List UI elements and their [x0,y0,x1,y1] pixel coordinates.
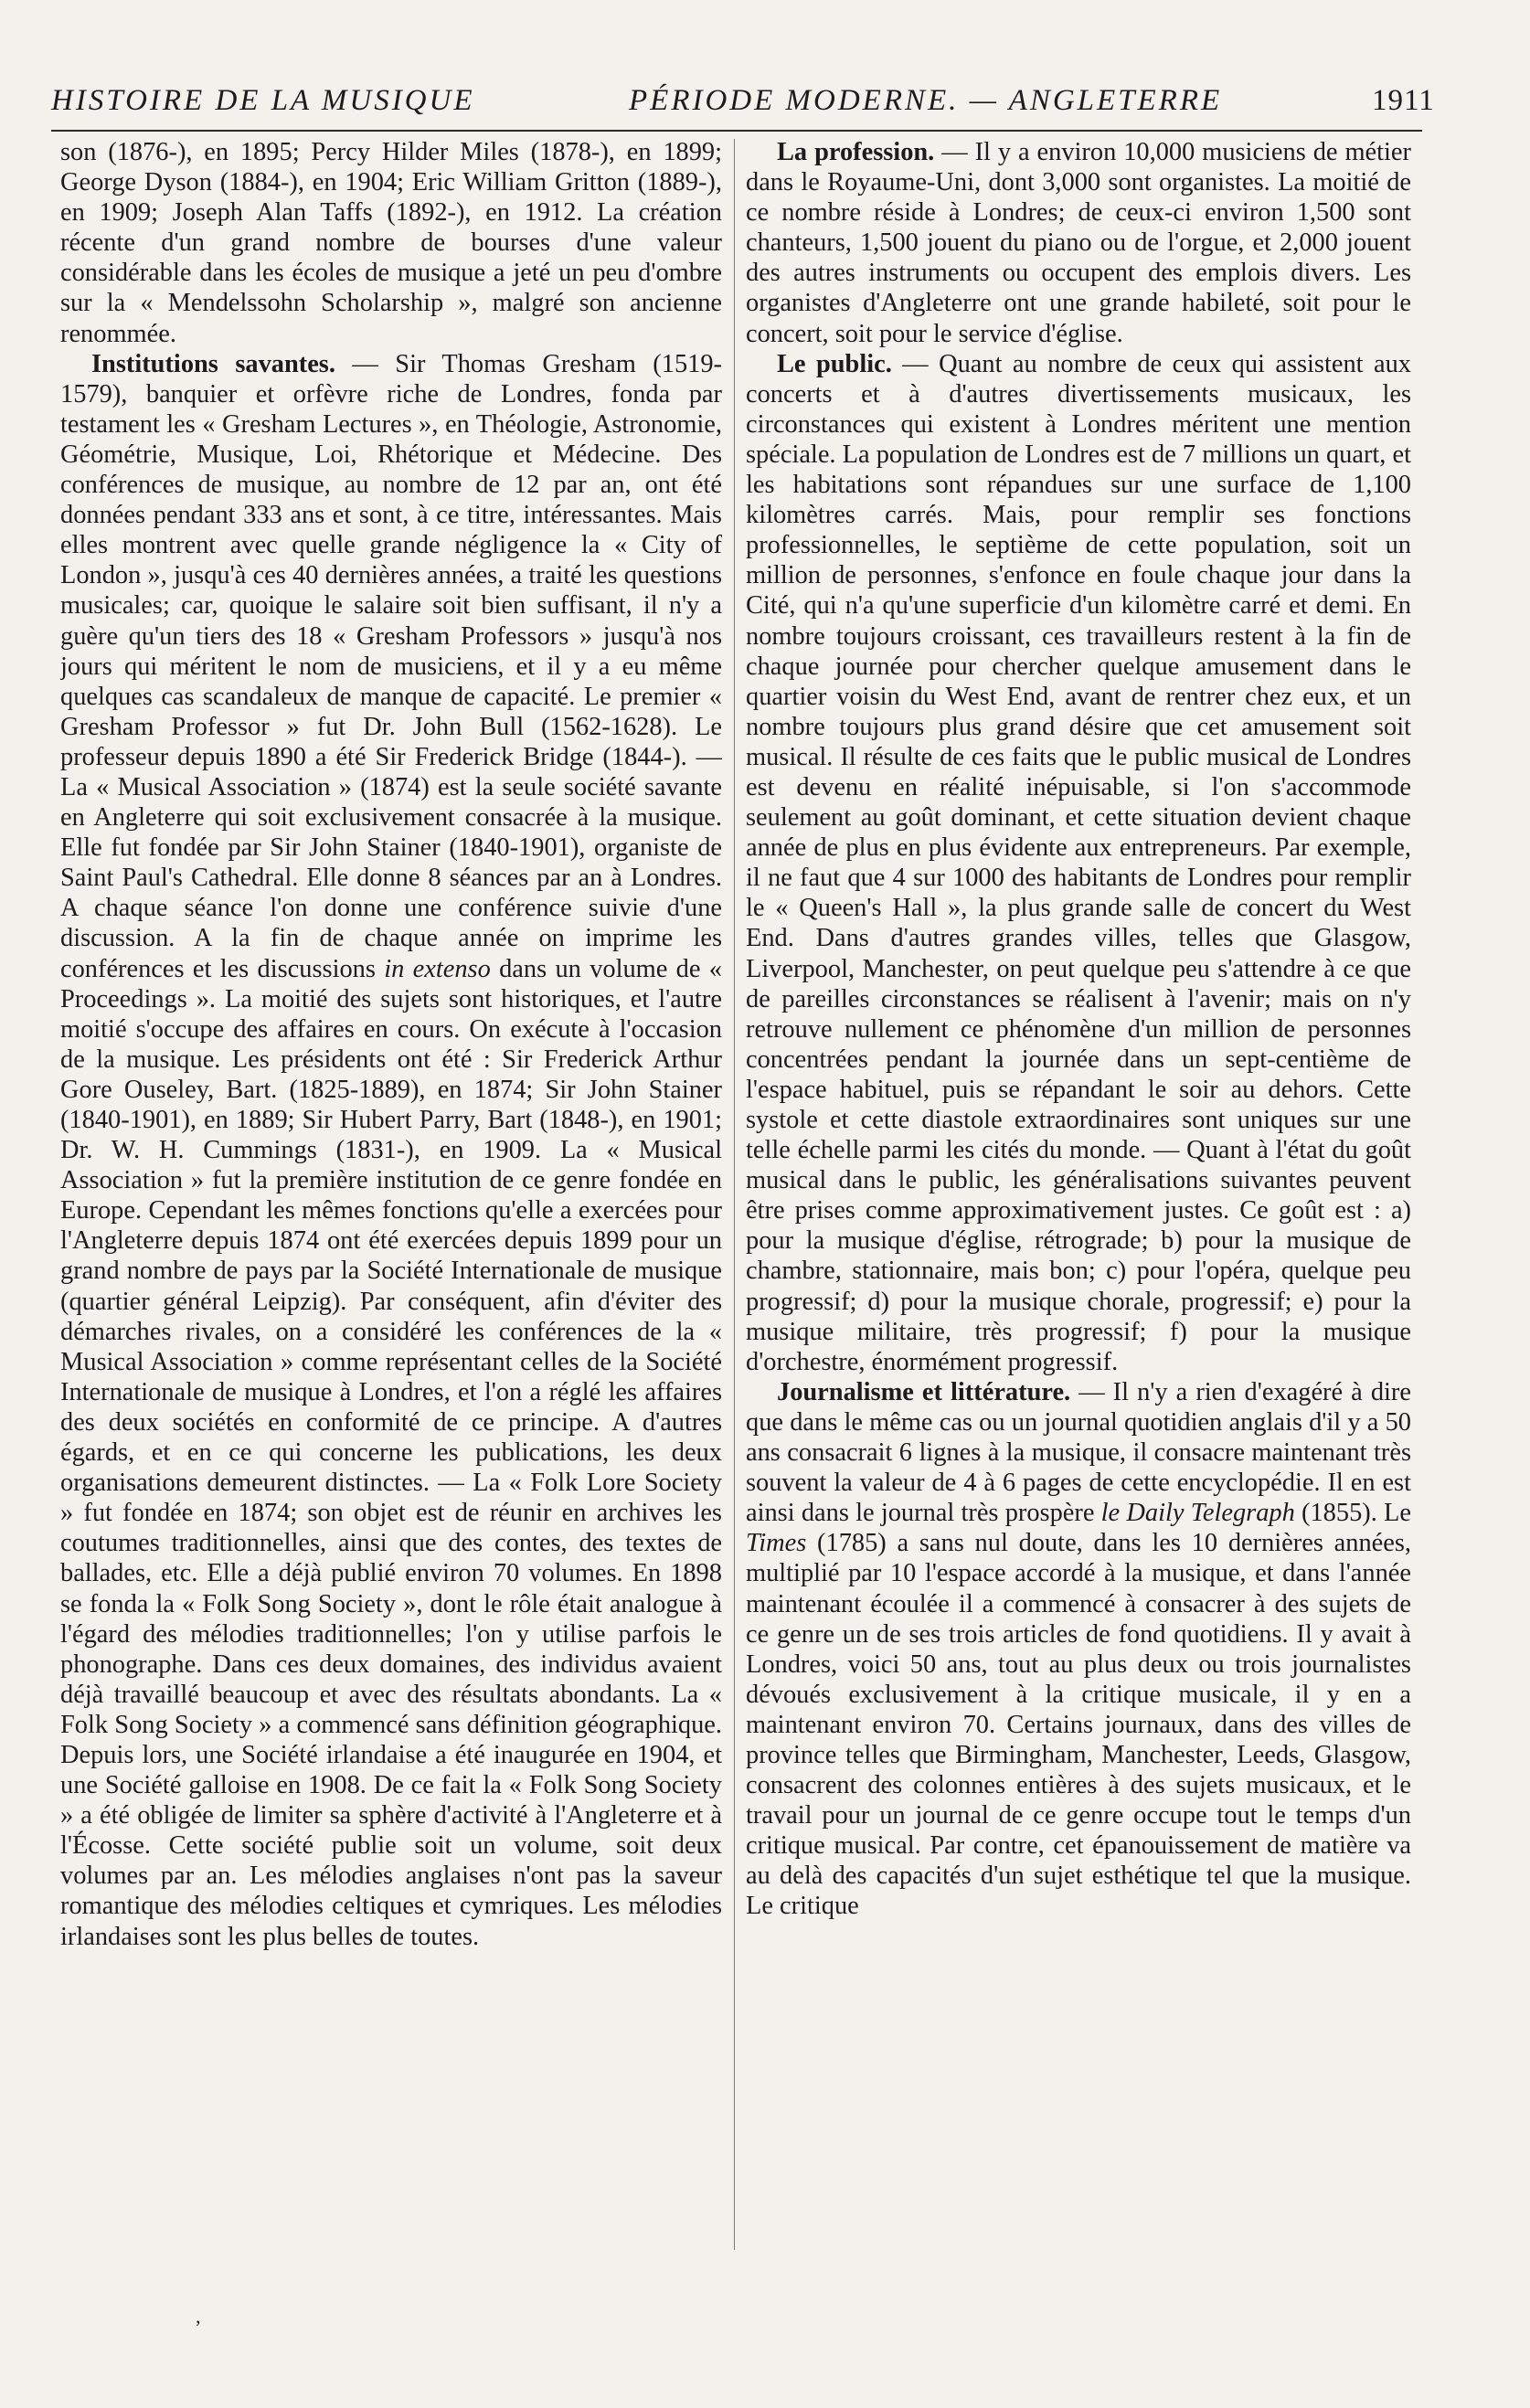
text-institutions: — Sir Thomas Gresham (1519-1579), banquier et orfèvre riche de Londres, fonda par testament les « Gresham Lectures », en Théologie, Astronomie, Géométrie, Musique, Loi, Rhétorique et Médecine. Des conférences de musique, au nombre de 12 par an, ont été données pendant 333 ans et sont, à ce titre, intéressantes. Mais elles montrent avec quelle grande négligence la « City of London », jusqu'à ces 40 dernières années, a traité les questions musicales; car, quoique le salaire soit bien suffisant, il n'y a guère qu'un tiers des 18 « Gresham Professors » jusqu'à nos jours qui méritent le nom de musiciens, et il y a eu même quelques cas scandaleux de manque de capacité. Le premier « Gresham Professor » fut Dr. John Bull (1562-1628). Le professeur depuis 1890 a été Sir Frederick Bridge (1844-). — La « Musical Association » (1874) est la seule société savante en Angleterre qui soit exclusivement consacrée à la musique. Elle fut fondée par Sir John Stainer (1840-1901), organiste de Saint Paul's Cathedral. Elle donne 8 séances par an à Londres. A chaque séance l'on donne une conférence suivie d'une discussion. A la fin de chaque année on imprime les conférences et les discussions [60,349,722,983]
paragraph-profession [746,137,1411,349]
paragraph-scholarships: son (1876-), en 1895; Percy Hilder Miles (1878-), en 1899; George Dyson (1884-), en 1904; Eric William Gritton (1889-), en 1909; Joseph Alan Taffs (1892-), en 1912. La création récente d'un grand nombre de bourses d'une valeur considérable dans les écoles de musique a jeté un peu d'ombre sur la « Mendelssohn Scholarship », malgré son ancienne renommée. [60,138,722,348]
header-title: HISTOIRE DE LA MUSIQUE [51,84,475,117]
text-journalism-b: (1855). Le [1294,1499,1411,1528]
heading-public: Le public. [777,349,892,378]
print-mark: ‚ [195,2305,202,2328]
header-section: PÉRIODE MODERNE. — ANGLETERRE [629,84,1223,117]
text-journalism-a: — Il n'y a rien d'exagéré à dire que dans le même cas ou un journal quotidien anglais d'il y a 50 ans consacrait 6 lignes à la musique, il consacre maintenant très souvent la valeur de 4 à 6 pages de cette encyclopédie. Il en est ainsi dans le journal très prospère [746,1377,1411,1528]
italic-daily-telegraph: le Daily Telegraph [1100,1499,1295,1528]
text-profession: — Il y a environ 10,000 musiciens de métier dans le Royaume-Uni, dont 3,000 sont organistes. La moitié de ce nombre réside à Londres; de ceux-ci environ 1,500 sont chanteurs, 1,500 jouent du piano ou de l'orgue, et 2,000 jouent des autres instruments ou occupent des emplois divers. Les organistes d'Angleterre ont une grande habileté, soit pour le concert, soit pour le service d'église. [746,138,1411,348]
text-journalism-c: (1785) a sans nul doute, dans les 10 dernières années, multiplié par 10 l'espace accordé à la musique, et dans l'année maintenant écoulée il a commencé à consacrer à des sujets de ce genre un de ses trois articles de fond quotidiens. Il y avait à Londres, voici 50 ans, tout au plus deux ou trois journalistes dévoués exclusivement à la critique musicale, il y en a maintenant environ 70. Certains journaux, dans des villes de province telles que Birmingham, Manchester, Leeds, Glasgow, consacrent des colonnes entières à des sujets musicaux, et le travail pour un journal de ce genre occupe tout le temps d'un critique musical. Par contre, cet épanouissement de matière va au delà des capacités d'un sujet esthétique tel que la musique. Le critique [746,1529,1411,1921]
heading-institutions: Institutions savantes. [91,349,335,378]
header-rule [51,130,1422,132]
heading-profession: La profession. [777,138,935,166]
text-public: — Quant au nombre de ceux qui assistent aux concerts et à d'autres divertissements musicaux, les circonstances qui existent à Londres méritent une mention spéciale. La population de Londres est de 7 millions un quart, et les habitations sont répandues sur une surface de 1,100 kilomètres carrés. Mais, pour remplir ses fonctions professionnelles, le septième de cette population, soit un million de personnes, s'enfonce en foule chaque jour dans la Cité, qui n'a qu'une superficie d'un kilomètre carré et demi. En nombre toujours croissant, ces travailleurs restent à la fin de chaque journée pour chercher quelque amusement dans le quartier voisin du West End, avant de rentrer chez eux, et un nombre toujours plus grand désire que cet amusement soit musical. Il résulte de ces faits que le public musical de Londres est devenu en réalité inépuisable, si l'on s'accommode seulement au goût dominant, et cette situation devient chaque année de plus en plus évidente aux entrepreneurs. Par exemple, il ne faut que 4 sur 1000 des habitants de Londres pour remplir le « Queen's Hall », la plus grande salle de concert du West End. Dans d'autres grandes villes, telles que Glasgow, Liverpool, Manchester, on peut quelque peu s'attendre à ce que de pareilles circonstances se réalisent à l'avenir; mais on n'y retrouve nullement ce phénomène d'un million de personnes concentrées pendant la journée dans un sept-centième de l'espace habituel, puis se répandant le soir au dehors. Cette systole et cette diastole extraordinaires sont uniques sur une telle échelle parmi les cités du monde. — Quant à l'état du goût musical dans le public, les généralisations suivantes peuvent être prises comme approximativement justes. Ce goût est : a) pour la musique d'église, rétrograde; b) pour la musique de chambre, stationnaire, mais bon; c) pour l'opéra, quelque peu progressif; d) pour la musique chorale, progressif; e) pour la musique militaire, très progressif; f) pour la musique d'orchestre, énormément progressif. [746,349,1411,1376]
column-divider [734,139,735,2250]
italic-times: Times [746,1529,807,1558]
text-institutions-end: dans un volume de « Proceedings ». La moitié des sujets sont historiques, et l'autre moitié s'occupe des affaires en cours. On exécute à l'occasion de la musique. Les présidents ont été : Sir Frederick Arthur Gore Ouseley, Bart. (1825-1889), en 1874; Sir John Stainer (1840-1901), en 1889; Sir Hubert Parry, Bart (1848-), en 1901; Dr. W. H. Cummings (1831-), en 1909. La « Musical Association » fut la première institution de ce genre fondée en Europe. Cependant les mêmes fonctions qu'elle a exercées pour l'Angleterre depuis 1874 ont été exercées depuis 1899 pour un grand nombre de pays par la Société Internationale de musique (quartier général Leipzig). Par conséquent, afin d'éviter des démarches rivales, on a considéré les conférences de la « Musical Association » comme représentant celles de la Société Internationale de musique à Londres, et l'on a réglé les affaires des deux sociétés en conformité de ce principe. A d'autres égards, et en ce qui concerne les publications, les deux organisations demeurent distinctes. — La « Folk Lore Society » fut fondée en 1874; son objet est de réunir en archives les coutumes traditionnelles, ainsi que des contes, des textes de ballades, etc. Elle a déjà publié environ 70 volumes. En 1898 se fonda la « Folk Song Society », dont le rôle était analogue à l'égard des mélodies traditionnelles; l'on y utilise parfois le phonographe. Dans ces deux domaines, des individus avaient déjà travaillé beaucoup et avec des résultats abondants. La « Folk Song Society » a commencé sans définition géographique. Depuis lors, une Société irlandaise a été inaugurée en 1904, et une Société galloise en 1908. De ce fait la « Folk Song Society » a été obligée de limiter sa sphère d'activité à l'Angleterre et à l'Écosse. Cette société publie soit un volume, soit deux volumes par an. Les mélodies anglaises n'ont pas la saveur romantique des mélodies celtiques et cymriques. Les mélodies irlandaises sont les plus belles de toutes. [60,954,722,1951]
heading-journalism: Journalisme et littérature. [777,1377,1071,1406]
italic-in-extenso: in extenso [384,954,491,983]
paragraph-public [746,349,1411,1377]
paragraph-institutions [60,349,722,1952]
page-number: 1911 [1372,84,1435,117]
paragraph-journalism [746,1377,1411,1922]
left-column [60,137,722,2257]
right-column [746,137,1411,2257]
running-header [51,84,1435,126]
